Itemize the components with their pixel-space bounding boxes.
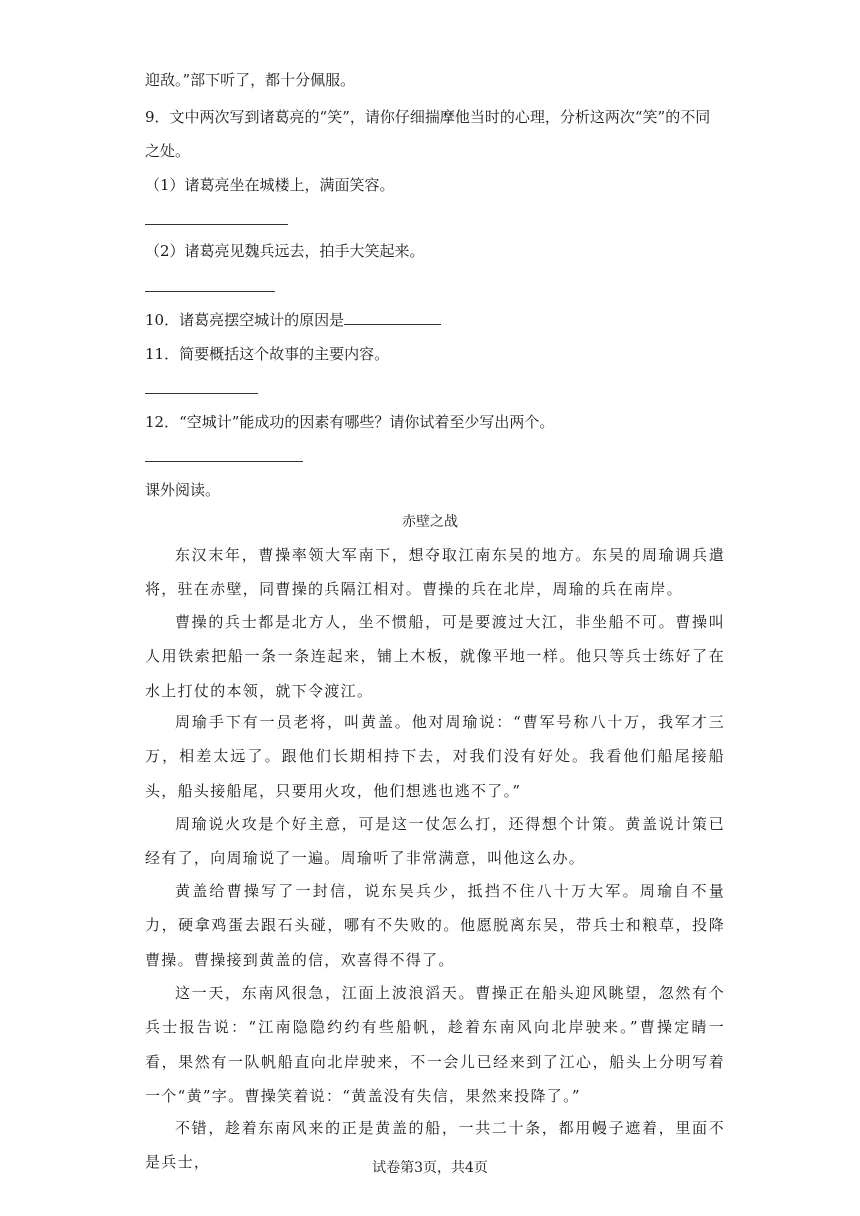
question-12: 12．“空城计”能成功的因素有哪些？请你试着至少写出两个。 bbox=[145, 413, 555, 431]
text-line-continuation: 迎敌。”部下听了，都十分佩服。 bbox=[145, 71, 356, 89]
question-9-line-2: 之处。 bbox=[145, 142, 191, 160]
question-11: 11．简要概括这个故事的主要内容。 bbox=[145, 345, 390, 363]
answer-blank-11[interactable] bbox=[145, 393, 258, 394]
article-paragraph: 周瑜手下有一员老将，叫黄盖。他对周瑜说：“曹军号称八十万，我军才三万，相差太远了。跟他们长期相持下去，对我们没有好处。我看他们船尾接船头，船头接船尾，只要用火攻，他们想逃也逃不了。” bbox=[145, 713, 725, 800]
article-title: 赤壁之战 bbox=[402, 514, 458, 530]
answer-blank-9-1[interactable] bbox=[145, 224, 288, 225]
article-paragraph: 曹操的兵士都是北方人，坐不惯船，可是要渡过大江，非坐船不可。曹操叫人用铁索把船一条一条连起来，铺上木板，就像平地一样。他只等兵士练好了在水上打仗的本领，就下令渡江。 bbox=[145, 613, 725, 700]
question-9-sub-1: （1）诸葛亮坐在城楼上，满面笑容。 bbox=[145, 176, 395, 194]
article-paragraph: 不错，趁着东南风来的正是黄盖的船，一共二十条，都用幔子遮着，里面不是兵士， bbox=[145, 1119, 725, 1172]
section-heading: 课外阅读。 bbox=[145, 481, 221, 499]
page-footer: 试卷第3页，共4页 bbox=[372, 1160, 488, 1176]
answer-blank-12[interactable] bbox=[145, 461, 303, 462]
article-paragraph: 黄盖给曹操写了一封信，说东吴兵少，抵挡不住八十万大军。周瑜自不量力，硬拿鸡蛋去跟石头碰，哪有不失败的。他愿脱离东吴，带兵士和粮草，投降曹操。曹操接到黄盖的信，欢喜得不得了。 bbox=[145, 882, 725, 969]
question-9-sub-2: （2）诸葛亮见魏兵远去，拍手大笑起来。 bbox=[145, 242, 425, 260]
question-10 bbox=[145, 310, 441, 330]
article-paragraph: 东汉末年，曹操率领大军南下，想夺取江南东吴的地方。东吴的周瑜调兵遣将，驻在赤壁，同曹操的兵隔江相对。曹操的兵在北岸，周瑜的兵在南岸。 bbox=[145, 546, 725, 599]
article-paragraph: 这一天，东南风很急，江面上波浪滔天。曹操正在船头迎风眺望，忽然有个兵士报告说：“江南隐隐约约有些船帆，趁着东南风向北岸驶来。”曹操定睛一看，果然有一队帆船直向北岸驶来，不一会儿已经来到了江心，船头上分明写着一个“黄”字。曹操笑着说：“黄盖没有失信，果然来投降了。” bbox=[145, 984, 725, 1105]
answer-blank-10[interactable] bbox=[344, 310, 441, 325]
question-9-line-1: 9．文中两次写到诸葛亮的“笑”，请你仔细揣摩他当时的心理，分析这两次“笑”的不同 bbox=[145, 108, 711, 126]
article-paragraph: 周瑜说火攻是个好主意，可是这一仗怎么打，还得想个计策。黄盖说计策已经有了，向周瑜说了一遍。周瑜听了非常满意，叫他这么办。 bbox=[145, 815, 725, 868]
answer-blank-9-2[interactable] bbox=[145, 291, 275, 292]
question-10-text: 10．诸葛亮摆空城计的原因是 bbox=[145, 311, 345, 329]
